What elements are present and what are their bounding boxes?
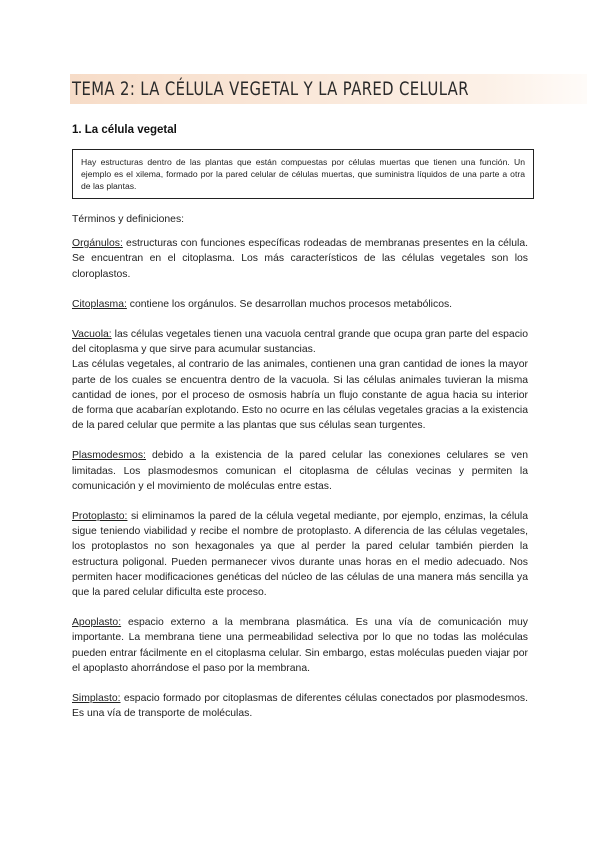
term-text: si eliminamos la pared de la célula vegetal mediante, por ejemplo, enzimas, la célula sigue teniendo viabilidad y recibe el nombre de protoplasto. A diferencia de las células vegetales, los protoplastos no son hexagonales ya que al perder la pared celular también pierden la estructura poligonal. Pueden permanecer vivos durante unas horas en el medio adecuado. Nos permiten hacer modificaciones genéticas del núcleo de las células de una manera más sencilla ya que la pared celular dificulta este proceso.: [72, 511, 528, 599]
term-label: Apoplasto:: [72, 617, 122, 629]
definition-paragraph: [72, 509, 528, 600]
term-text: espacio externo a la membrana plasmática. Es una vía de comunicación muy importante. La membrana tiene una permeabilidad selectiva por lo que no todas las moléculas pueden entrar fácilmente en el citoplasma celular. Sin embargo, estas moléculas pueden viajar por el apoplasto ahorrándose el paso por la membrana.: [72, 617, 528, 674]
definitions-intro: Términos y definiciones:: [72, 214, 185, 225]
definitions-section: [72, 212, 528, 721]
term-label: Vacuola:: [72, 329, 112, 341]
term-text: las células vegetales tienen una vacuola central grande que ocupa gran parte del espacio del citoplasma y que sirve para acumular sustancias.: [72, 329, 528, 356]
term-label: Orgánulos:: [72, 238, 123, 250]
term-label: Citoplasma:: [72, 298, 127, 310]
term-label: Simplasto:: [72, 693, 121, 705]
definition-paragraph: [72, 327, 528, 357]
term-label: Plasmodesmos:: [72, 450, 146, 462]
term-text: espacio formado por citoplasmas de diferentes células conectados por plasmodesmos. Es una vía de transporte de moléculas.: [72, 693, 528, 720]
definition-paragraph: [72, 236, 528, 282]
page-title: TEMA 2: LA CÉLULA VEGETAL Y LA PARED CELULAR: [72, 78, 469, 100]
note-box: Hay estructuras dentro de las plantas que están compuestas por células muertas que tienen una función. Un ejemplo es el xilema, formado por la pared celular de células muertas, que suministra líquidos de una parte a otra de las plantas.: [72, 149, 534, 199]
definition-paragraph: [72, 615, 528, 676]
term-text: estructuras con funciones específicas rodeadas de membranas presentes en la célula. Se encuentran en el citoplasma. Los más característicos de las células vegetales son los cloroplastos.: [72, 238, 528, 280]
term-text: contiene los orgánulos. Se desarrollan muchos procesos metabólicos.: [126, 298, 453, 310]
title-highlight: [70, 74, 587, 104]
term-text: debido a la existencia de la pared celular las conexiones celulares se ven limitadas. Los plasmodesmos comunican el citoplasma de células vecinas y permiten la comunicación y el movimiento de moléculas entre estas.: [72, 450, 528, 492]
term-label: Protoplasto:: [72, 511, 128, 523]
definition-paragraph: [72, 297, 528, 312]
definition-paragraph: [72, 448, 528, 494]
definition-paragraph: [72, 691, 528, 721]
definition-extra-paragraph: Las células vegetales, al contrario de las animales, contienen una gran cantidad de iones la mayor parte de los cuales se encuentra dentro de la vacuola. Si las células animales tuvieran la misma cantidad de iones, por el proceso de osmosis habría un flujo constante de agua hacia su interior de forma que acabarían explotando. Esto no ocurre en las células vegetales gracias a la existencia de la pared celular que permite a las plantas que sus células sean turgentes.: [72, 359, 528, 432]
section-heading: 1. La célula vegetal: [72, 124, 177, 136]
